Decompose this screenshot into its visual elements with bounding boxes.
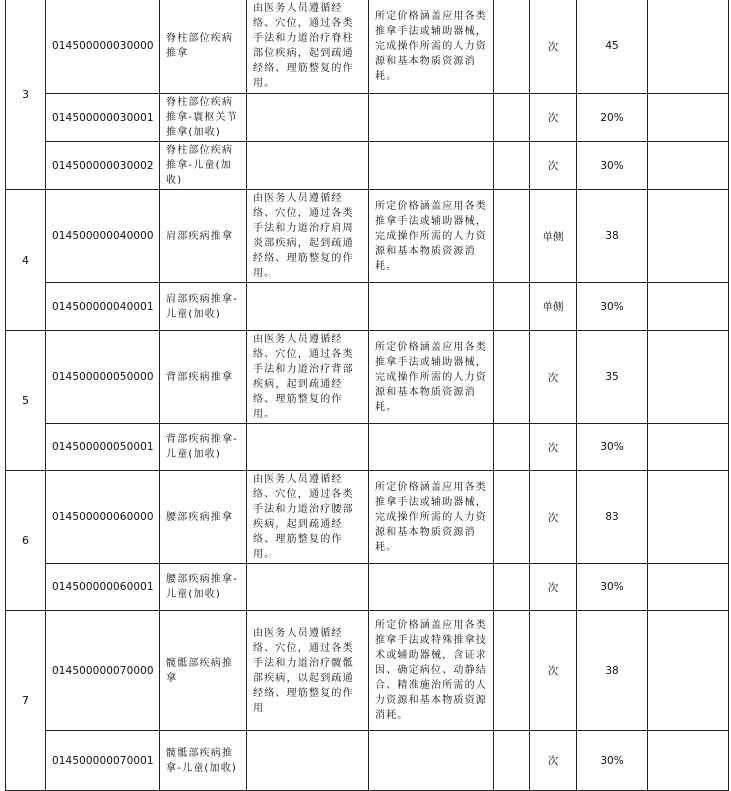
- empty-cell: [494, 190, 530, 283]
- group-number: 6: [6, 471, 46, 611]
- empty-cell: [494, 94, 530, 142]
- empty-cell: [494, 142, 530, 190]
- table-row: [6, 283, 729, 331]
- item-code: 014500000050001: [46, 424, 160, 471]
- item-description: 由医务人员遵循经络、穴位，通过各类手法和力道治疗背部疾病，起到疏通经络、理筋整复的作用。: [247, 331, 369, 424]
- empty-cell: [494, 331, 530, 424]
- item-code: 014500000040000: [46, 190, 160, 283]
- item-name: 髋骶部疾病推拿: [160, 611, 247, 731]
- item-unit: 单侧: [530, 190, 577, 283]
- group-number: 5: [6, 331, 46, 471]
- item-note: [648, 424, 729, 471]
- item-description: 由医务人员遵循经络、穴位，通过各类手法和力道治疗髋骶部疾病，以起到疏通经络、理筋整复的作用: [247, 611, 369, 731]
- item-price: 38: [577, 190, 648, 283]
- table-row: [6, 564, 729, 611]
- item-code: 014500000040001: [46, 283, 160, 331]
- item-price: 45: [577, 0, 648, 94]
- table-row: [6, 611, 729, 731]
- pricing-table: [5, 0, 729, 791]
- item-price-coverage: [369, 424, 494, 471]
- item-unit: 次: [530, 611, 577, 731]
- item-price-coverage: 所定价格涵盖应用各类推拿手法或辅助器械，完成操作所需的人力资源和基本物质资源消耗。: [369, 471, 494, 564]
- item-description: 由医务人员遵循经络、穴位，通过各类手法和力道治疗腰部疾病，起到疏通经络、理筋整复的作用。: [247, 471, 369, 564]
- table-row: [6, 471, 729, 564]
- item-price-coverage: 所定价格涵盖应用各类推拿手法或特殊推拿技术或辅助器械，含证求因、确定病位、动静结合、精准施治所需的人力资源和基本物质资源消耗。: [369, 611, 494, 731]
- item-unit: 次: [530, 471, 577, 564]
- table-row: [6, 331, 729, 424]
- item-code: 014500000060001: [46, 564, 160, 611]
- empty-cell: [494, 611, 530, 731]
- item-price-coverage: [369, 142, 494, 190]
- item-unit: 次: [530, 424, 577, 471]
- item-code: 014500000070001: [46, 731, 160, 791]
- item-description: [247, 731, 369, 791]
- item-code: 014500000050000: [46, 331, 160, 424]
- group-number: 3: [6, 0, 46, 190]
- table-body: [6, 0, 729, 791]
- item-name: 肩部疾病推拿: [160, 190, 247, 283]
- item-price-coverage: [369, 94, 494, 142]
- item-unit: 次: [530, 0, 577, 94]
- item-code: 014500000070000: [46, 611, 160, 731]
- empty-cell: [494, 471, 530, 564]
- item-code: 014500000060000: [46, 471, 160, 564]
- item-price: 35: [577, 331, 648, 424]
- item-unit: 次: [530, 142, 577, 190]
- item-note: [648, 731, 729, 791]
- item-price: 83: [577, 471, 648, 564]
- item-code: 014500000030001: [46, 94, 160, 142]
- item-price-coverage: 所定价格涵盖应用各类推拿手法或辅助器械，完成操作所需的人力资源和基本物质资源消耗。: [369, 190, 494, 283]
- item-price: 30%: [577, 731, 648, 791]
- item-note: [648, 142, 729, 190]
- item-name: 腰部疾病推拿-儿童(加收): [160, 564, 247, 611]
- item-unit: 次: [530, 331, 577, 424]
- item-description: 由医务人员遵循经络、穴位，通过各类手法和力道治疗肩周炎部疾病，起到疏通经络、理筋整复的作用。: [247, 190, 369, 283]
- item-name: 背部疾病推拿-儿童(加收): [160, 424, 247, 471]
- item-price: 38: [577, 611, 648, 731]
- item-code: 014500000030002: [46, 142, 160, 190]
- empty-cell: [494, 283, 530, 331]
- item-price-coverage: [369, 283, 494, 331]
- group-number: 4: [6, 190, 46, 331]
- item-unit: 单侧: [530, 283, 577, 331]
- item-price: 20%: [577, 94, 648, 142]
- item-name: 肩部疾病推拿-儿童(加收): [160, 283, 247, 331]
- item-note: [648, 331, 729, 424]
- table-row: [6, 142, 729, 190]
- item-description: [247, 283, 369, 331]
- item-name: 脊柱部位疾病推拿-儿童(加收): [160, 142, 247, 190]
- item-name: 腰部疾病推拿: [160, 471, 247, 564]
- item-note: [648, 471, 729, 564]
- item-unit: 次: [530, 731, 577, 791]
- item-price-coverage: [369, 731, 494, 791]
- item-code: 014500000030000: [46, 0, 160, 94]
- empty-cell: [494, 731, 530, 791]
- item-note: [648, 94, 729, 142]
- item-price-coverage: 所定价格涵盖应用各类推拿手法或辅助器械，完成操作所需的人力资源和基本物质资源消耗。: [369, 331, 494, 424]
- item-note: [648, 611, 729, 731]
- item-description: 由医务人员遵循经络、穴位，通过各类手法和力道治疗脊柱部位疾病，起到疏通经络、理筋整复的作用。: [247, 0, 369, 94]
- empty-cell: [494, 0, 530, 94]
- table-row: [6, 190, 729, 283]
- item-price: 30%: [577, 142, 648, 190]
- empty-cell: [494, 564, 530, 611]
- empty-cell: [494, 424, 530, 471]
- item-price-coverage: [369, 564, 494, 611]
- item-price: 30%: [577, 424, 648, 471]
- item-note: [648, 283, 729, 331]
- item-price: 30%: [577, 564, 648, 611]
- item-price-coverage: 所定价格涵盖应用各类推拿手法或辅助器械，完成操作所需的人力资源和基本物质资源消耗。: [369, 0, 494, 94]
- item-description: [247, 142, 369, 190]
- item-name: 脊柱部位疾病推拿-寰枢关节推拿(加收): [160, 94, 247, 142]
- table-row: [6, 731, 729, 791]
- item-name: 髋骶部疾病推拿-儿童(加收): [160, 731, 247, 791]
- item-unit: 次: [530, 564, 577, 611]
- table-row: [6, 0, 729, 94]
- table-row: [6, 424, 729, 471]
- item-note: [648, 0, 729, 94]
- group-number: 7: [6, 611, 46, 791]
- item-note: [648, 564, 729, 611]
- item-unit: 次: [530, 94, 577, 142]
- table-row: [6, 94, 729, 142]
- item-description: [247, 424, 369, 471]
- item-description: [247, 94, 369, 142]
- item-note: [648, 190, 729, 283]
- item-price: 30%: [577, 283, 648, 331]
- item-description: [247, 564, 369, 611]
- item-name: 背部疾病推拿: [160, 331, 247, 424]
- item-name: 脊柱部位疾病推拿: [160, 0, 247, 94]
